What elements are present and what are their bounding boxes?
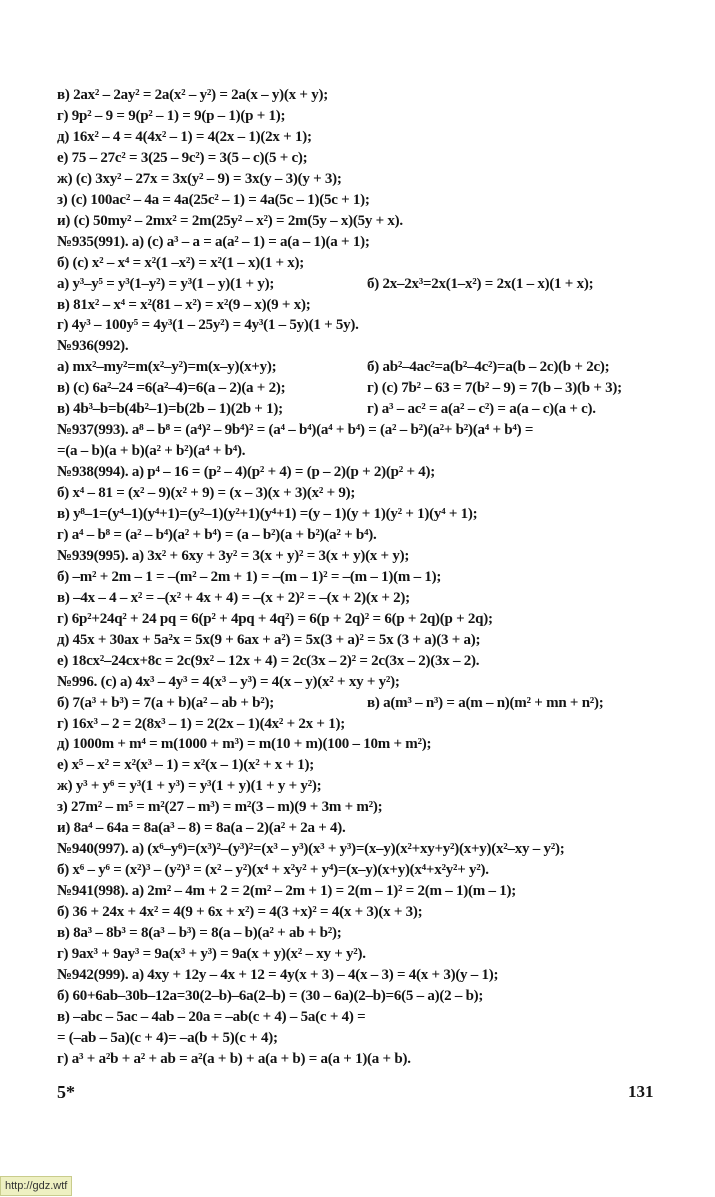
solution-left-column: б) 7(a³ + b³) = 7(a + b)(a² – ab + b²);: [57, 694, 275, 711]
solution-line: д) 16x² – 4 = 4(4x² – 1) = 4(2x – 1)(2x + 1);: [57, 128, 312, 145]
solution-right-column: в) a(m³ – n³) = a(m – n)(m² + mn + n²);: [367, 694, 604, 711]
solution-line: г) 4y³ – 100y⁵ = 4y³(1 – 25y²) = 4y³(1 – 5y)(1 + 5y).: [57, 317, 359, 334]
solution-line: г) a⁴ – b⁸ = (a² – b⁴)(a² + b⁴) = (a – b²)(a + b²)(a² + b⁴).: [57, 527, 377, 543]
solution-line: и) 8a⁴ – 64a = 8a(a³ – 8) = 8a(a – 2)(a² + 2a + 4).: [57, 820, 346, 837]
solution-line: е) 18cx²–24cx+8c = 2c(9x² – 12x + 4) = 2c(3x – 2)² = 2c(3x – 2)(3x – 2).: [57, 652, 480, 669]
solution-line: д) 1000m + m⁴ = m(1000 + m³) = m(10 + m)(100 – 10m + m²);: [57, 736, 432, 753]
solution-left-column: в) 4b³–b=b(4b²–1)=b(2b – 1)(2b + 1);: [57, 401, 283, 418]
solution-left-column: в) (c) 6a²–24 =6(a²–4)=6(a – 2)(a + 2);: [57, 380, 286, 397]
solution-line: е) 75 – 27c² = 3(25 – 9c²) = 3(5 – c)(5 + c);: [57, 149, 308, 166]
solution-line: з) 27m² – m⁵ = m²(27 – m³) = m²(3 – m)(9 + 3m + m²);: [57, 799, 383, 816]
solution-line: = (–ab – 5a)(c + 4)= –a(b + 5)(c + 4);: [57, 1029, 278, 1046]
solution-line: ж) (c) 3xy² – 27x = 3x(y² – 9) = 3x(y – 3)(y + 3);: [57, 170, 342, 187]
solution-left-column: а) y³–y⁵ = y³(1–y²) = y³(1 – y)(1 + y);: [57, 275, 275, 292]
solution-line: №939(995). а) 3x² + 6xy + 3y² = 3(x + y)² = 3(x + y)(x + y);: [57, 547, 410, 564]
solution-line: [57, 274, 707, 294]
solution-line: [57, 693, 707, 713]
solution-line: №940(997). а) (x⁶–y⁶)=(x³)²–(y³)²=(x³ – y³)(x³ + y³)=(x–y)(x²+xy+y²)(x+y)(x²–xy – y²);: [57, 841, 565, 858]
solution-line: в) –abc – 5ac – 4ab – 20a = –ab(c + 4) – 5a(c + 4) =: [57, 1008, 366, 1025]
solution-line: г) 9ax³ + 9ay³ = 9a(x³ + y³) = 9a(x + y)(x² – xy + y²).: [57, 945, 366, 962]
solution-line: ж) y³ + y⁶ = y³(1 + y³) = y³(1 + y)(1 + y + y²);: [57, 778, 322, 795]
solution-line: д) 45x + 30ax + 5a²x = 5x(9 + 6ax + a²) = 5x(3 + a)² = 5x (3 + a)(3 + a);: [57, 631, 481, 648]
solution-line: №936(992).: [57, 338, 129, 355]
solution-right-column: б) 2x–2x³=2x(1–x²) = 2x(1 – x)(1 + x);: [367, 275, 594, 292]
solution-line: г) a³ + a²b + a² + ab = a²(a + b) + a(a + b) = a(a + 1)(a + b).: [57, 1050, 411, 1067]
solution-line: №996. (c) а) 4x³ – 4y³ = 4(x³ – y³) = 4(x – y)(x² + xy + y²);: [57, 673, 400, 690]
signature-mark: 5*: [57, 1082, 75, 1102]
solution-line: е) x⁵ – x² = x²(x³ – 1) = x²(x – 1)(x² + x + 1);: [57, 757, 315, 774]
solution-line: б) –m² + 2m – 1 = –(m² – 2m + 1) = –(m – 1)² = –(m – 1)(m – 1);: [57, 568, 442, 585]
solution-line: №941(998). а) 2m² – 4m + 2 = 2(m² – 2m + 1) = 2(m – 1)² = 2(m – 1)(m – 1);: [57, 883, 516, 900]
solution-right-column: г) (c) 7b² – 63 = 7(b² – 9) = 7(b – 3)(b + 3);: [367, 380, 622, 397]
solution-line: [57, 378, 707, 398]
solution-line: в) y⁸–1=(y⁴–1)(y⁴+1)=(y²–1)(y²+1)(y⁴+1) =(y – 1)(y + 1)(y² + 1)(y⁴ + 1);: [57, 506, 478, 522]
solution-line: №937(993). a⁸ – b⁸ = (a⁴)² – 9b⁴)² = (a⁴ – b⁴)(a⁴ + b⁴) = (a² – b²)(a²+ b²)(a⁴ + b⁴) =: [57, 422, 534, 439]
page-number: 131: [628, 1082, 654, 1101]
solution-line: [57, 399, 707, 419]
solution-line: в) –4x – 4 – x² = –(x² + 4x + 4) = –(x + 2)² = –(x + 2)(x + 2);: [57, 589, 410, 606]
solution-line: в) 8a³ – 8b³ = 8(a³ – b³) = 8(a – b)(a² + ab + b²);: [57, 925, 342, 941]
solution-line: г) 16x³ – 2 = 2(8x³ – 1) = 2(2x – 1)(4x² + 2x + 1);: [57, 715, 345, 732]
solution-line: [57, 357, 707, 377]
solution-line: №935(991). а) (c) a³ – a = a(a² – 1) = a(a – 1)(a + 1);: [57, 233, 370, 250]
watermark-link[interactable]: http://gdz.wtf: [0, 1176, 72, 1196]
solution-right-column: г) a³ – ac² = a(a² – c²) = a(a – c)(a + c).: [367, 401, 596, 418]
solution-line: и) (c) 50my² – 2mx² = 2m(25y² – x²) = 2m(5y – x)(5y + x).: [57, 212, 403, 229]
solution-line: №942(999). а) 4xy + 12y – 4x + 12 = 4y(x + 3) – 4(x – 3) = 4(x + 3)(y – 1);: [57, 966, 499, 983]
solution-line: б) x⁴ – 81 = (x² – 9)(x² + 9) = (x – 3)(x + 3)(x² + 9);: [57, 485, 356, 502]
solution-line: б) (c) x² – x⁴ = x²(1 –x²) = x²(1 – x)(1 + x);: [57, 254, 304, 271]
solution-line: г) 9p² – 9 = 9(p² – 1) = 9(p – 1)(p + 1);: [57, 108, 286, 124]
solution-line: =(a – b)(a + b)(a² + b²)(a⁴ + b⁴).: [57, 443, 246, 460]
solution-line: в) 2ax² – 2ay² = 2a(x² – y²) = 2a(x – y)(x + y);: [57, 87, 328, 103]
solution-line: б) 36 + 24x + 4x² = 4(9 + 6x + x²) = 4(3 +x)² = 4(x + 3)(x + 3);: [57, 904, 423, 920]
solution-line: з) (c) 100ac² – 4a = 4a(25c² – 1) = 4a(5c – 1)(5c + 1);: [57, 191, 370, 208]
solution-line: б) x⁶ – y⁶ = (x²)³ – (y²)³ = (x² – y²)(x⁴ + x²y² + y⁴)=(x–y)(x+y)(x⁴+x²y²+ y²).: [57, 862, 489, 879]
solution-line: №938(994). а) p⁴ – 16 = (p² – 4)(p² + 4) = (p – 2)(p + 2)(p² + 4);: [57, 464, 436, 481]
solution-line: б) 60+6ab–30b–12a=30(2–b)–6a(2–b) = (30 – 6a)(2–b)=6(5 – a)(2 – b);: [57, 987, 484, 1004]
solution-line: в) 81x² – x⁴ = x²(81 – x²) = x²(9 – x)(9 + x);: [57, 296, 311, 313]
solution-right-column: б) ab²–4ac²=a(b²–4c²)=a(b – 2c)(b + 2c);: [367, 359, 610, 376]
solution-line: г) 6p²+24q² + 24 pq = 6(p² + 4pq + 4q²) = 6(p + 2q)² = 6(p + 2q)(p + 2q);: [57, 610, 493, 627]
solution-left-column: а) mx²–my²=m(x²–y²)=m(x–y)(x+y);: [57, 359, 277, 376]
